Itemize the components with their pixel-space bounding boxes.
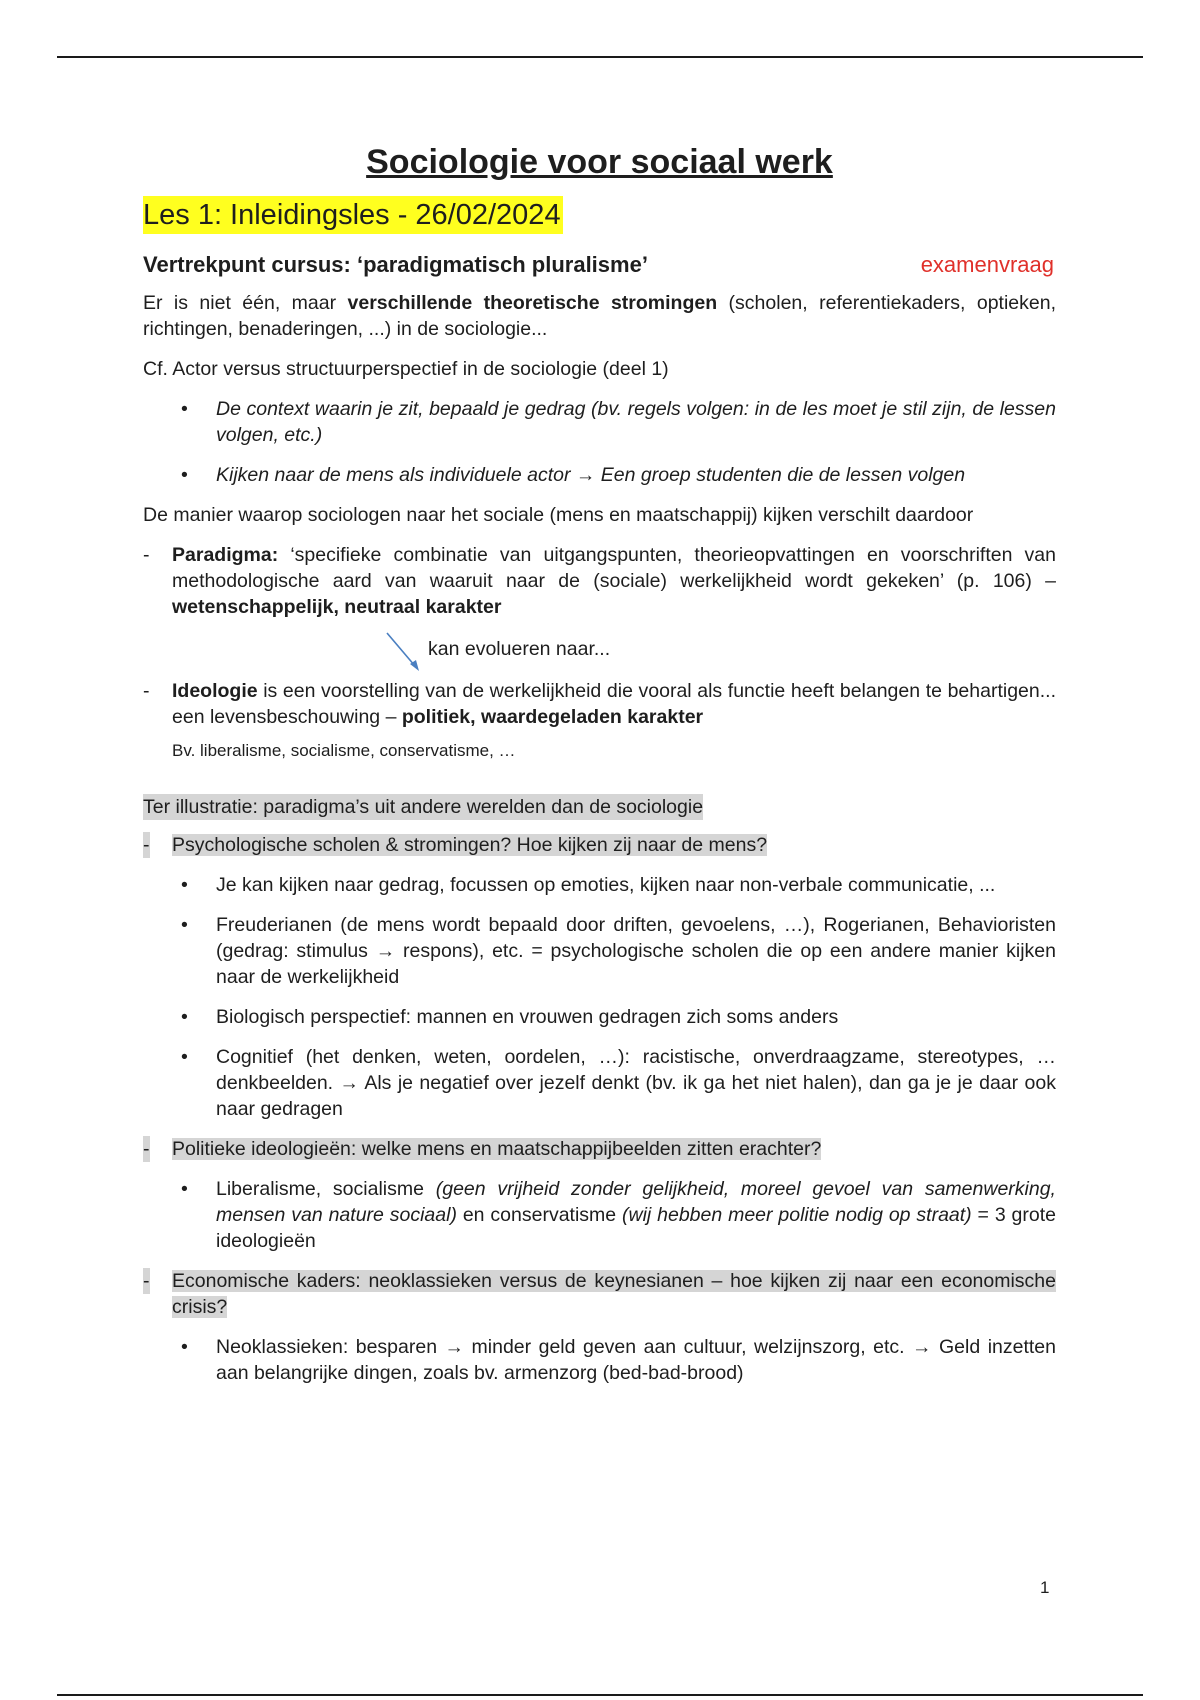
list-item: • De context waarin je zit, bepaald je gedrag (bv. regels volgen: in de les moet je stil zijn, de lessen volgen, etc.) [143,396,1056,448]
politics-bullet-list [143,1176,1056,1254]
actor-bullet-list [143,396,1056,488]
section-heading-row [143,252,1056,278]
dash-marker: - [143,1138,150,1160]
list-item: • Freuderianen (de mens wordt bepaald door driften, gevoelens, …), Rogerianen, Behavioristen (gedrag: stimulus → respons), etc. = psychologische scholen die op een andere manier kijken naar de werkelijkheid [143,912,1056,990]
example-line: Bv. liberalisme, socialisme, conservatisme, … [172,741,516,760]
list-item: • Neoklassieken: besparen → minder geld geven aan cultuur, welzijnszorg, etc. → Geld inzetten aan belangrijke dingen, zoals bv. armenzorg (bed-bad-brood) [143,1334,1056,1386]
dash-marker: - [143,680,150,702]
list-item: • Je kan kijken naar gedrag, focussen op emoties, kijken naar non-verbale communicatie, ... [143,872,1056,898]
list-item: • Cognitief (het denken, weten, oordelen, …): racistische, onverdraagzame, stereotypes, … denkbeelden. → Als je negatief over jezelf denkt (bv. ik ga het niet halen), dan ga je je daar ook naar gedragen [143,1044,1056,1122]
lesson-heading: Les 1: Inleidingsles - 26/02/2024 [143,196,563,234]
economics-bullet-list [143,1334,1056,1386]
list-item: • Liberalisme, socialisme (geen vrijheid zonder gelijkheid, moreel gevoel van samenwerking, mensen van nature sociaal) en conservatisme (wij hebben meer politie nodig op straat) = 3 grote ideologieën [143,1176,1056,1254]
ideology-definition: - Ideologie is een voorstelling van de werkelijkheid die vooral als functie heeft belangen te behartigen... een levensbeschouwing – politiek, waardegeladen karakter [143,680,1056,728]
economics-heading: - Economische kaders: neoklassieken versus de keynesianen – hoe kijken zij naar een economische crisis? [143,1270,1056,1318]
evolve-label: kan evolueren naar... [428,638,611,660]
footer-rule [57,1694,1143,1696]
illustration-heading: Ter illustratie: paradigma’s uit andere werelden dan de sociologie [143,796,704,818]
document-body [143,140,1056,1400]
dash-marker: - [143,1270,150,1292]
section-heading: Vertrekpunt cursus: ‘paradigmatisch pluralisme’ [143,252,648,277]
psych-bullet-list [143,872,1056,1122]
cf-line: Cf. Actor versus structuurperspectief in de sociologie (deel 1) [143,358,669,380]
dash-marker: - [143,834,150,856]
document-title: Sociologie voor sociaal werk [366,143,833,181]
page-number: 1 [1040,1578,1050,1597]
paradigm-term: Paradigma: [172,544,279,566]
header-rule [57,56,1143,58]
exam-tag: examenvraag [920,252,1054,277]
psych-heading: - Psychologische scholen & stromingen? Hoe kijken zij naar de mens? [143,834,768,856]
list-item: • Kijken naar de mens als individuele actor → Een groep studenten die de lessen volgen [143,462,1056,488]
ideology-term: Ideologie [172,680,258,702]
politics-heading: - Politieke ideologieën: welke mens en maatschappijbeelden zitten erachter? [143,1138,822,1160]
intro-paragraph: Er is niet één, maar verschillende theoretische stromingen (scholen, referentiekaders, optieken, richtingen, benaderingen, ...) in de sociologie... [143,292,1056,340]
intro-bold: verschillende theoretische stromingen [347,292,718,314]
evolve-annotation [143,628,1056,672]
paradigm-definition: - Paradigma: ‘specifieke combinatie van uitgangspunten, theorieopvattingen en voorschriften van methodologische aard van waaruit naar de (sociale) werkelijkheid wordt gekeken’ (p. 106) – wetenschappelijk, neutraal karakter [143,544,1056,618]
dash-marker: - [143,544,150,566]
list-item: • Biologisch perspectief: mannen en vrouwen gedragen zich soms anders [143,1004,1056,1030]
manner-line: De manier waarop sociologen naar het sociale (mens en maatschappij) kijken verschilt daardoor [143,504,974,526]
diagonal-arrow-icon [383,630,423,674]
